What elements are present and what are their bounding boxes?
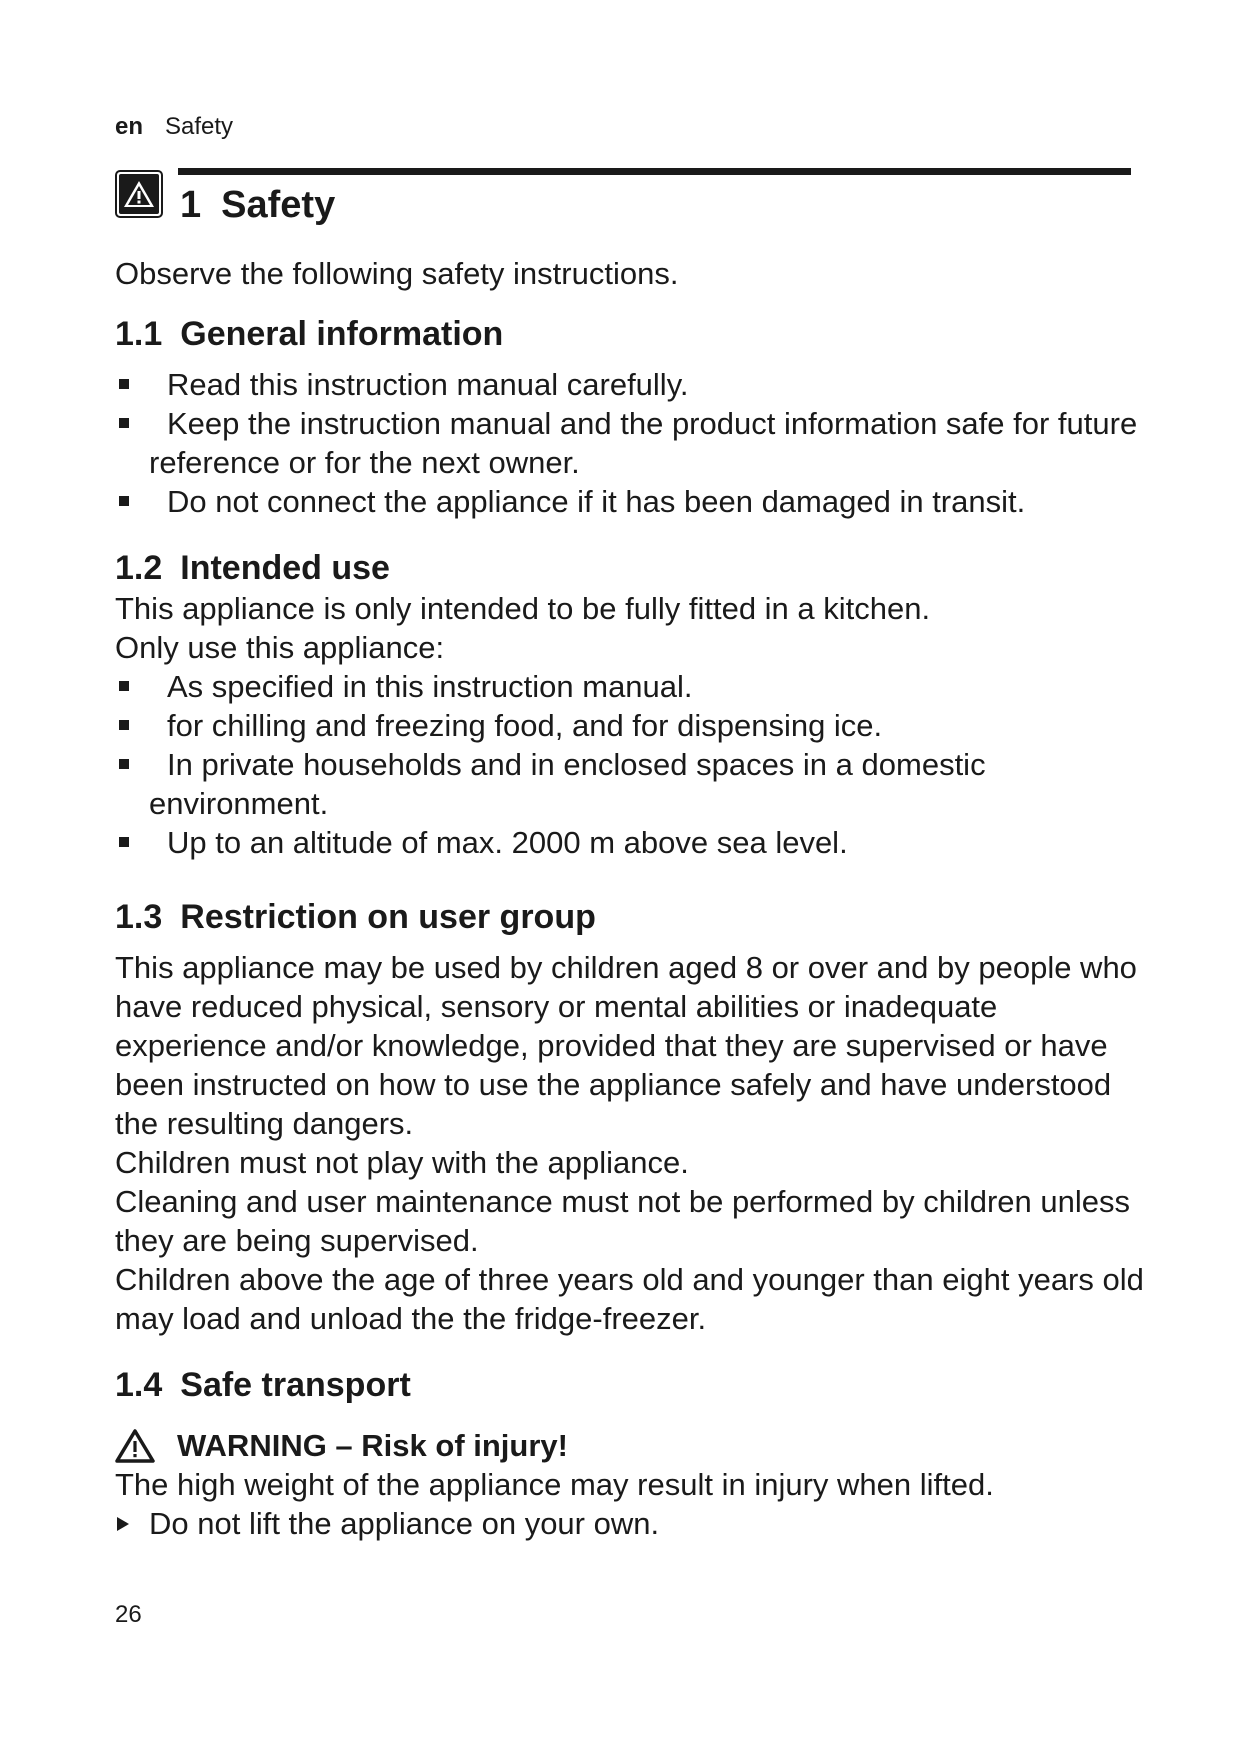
intended-list (115, 667, 1155, 862)
chapter-rule (178, 168, 1131, 175)
list-item: Keep the instruction manual and the product information safe for future reference or for the next owner. (115, 404, 1155, 482)
running-header-section: Safety (165, 113, 234, 140)
warning-triangle-icon (115, 170, 163, 218)
section-heading-intended (115, 547, 1155, 589)
list-item: Read this instruction manual carefully. (115, 365, 1155, 404)
running-header (115, 112, 233, 142)
section-number: 1.3 (115, 898, 163, 936)
section-number: 1.4 (115, 1366, 163, 1404)
chapter-title (180, 182, 335, 228)
paragraph: Children must not play with the appliance. (115, 1145, 689, 1180)
section-number: 1.1 (115, 315, 163, 353)
section-number: 1.2 (115, 549, 163, 587)
paragraph: The high weight of the appliance may result in injury when lifted. (115, 1467, 994, 1502)
list-item: As specified in this instruction manual. (115, 667, 1155, 706)
section-title: Restriction on user group (180, 898, 596, 936)
section-title: General information (180, 315, 504, 353)
action-step: Do not lift the appliance on your own. (115, 1504, 1155, 1543)
warning-text: WARNING – Risk of injury! (177, 1428, 568, 1463)
paragraph: Only use this appliance: (115, 630, 445, 665)
section-heading-restriction (115, 896, 1155, 938)
language-code: en (115, 113, 144, 140)
paragraph: Children above the age of three years old and younger than eight years old may load and unload the the fridge-freezer. (115, 1262, 1144, 1336)
warning-triangle-icon (115, 1429, 155, 1463)
section-heading-transport (115, 1364, 1155, 1406)
section-title: Safe transport (180, 1366, 411, 1404)
general-list (115, 365, 1155, 521)
paragraph: Cleaning and user maintenance must not be performed by children unless they are being supervised. (115, 1184, 1130, 1258)
list-item: In private households and in enclosed spaces in a domestic environment. (115, 745, 1155, 823)
page-content (115, 254, 1155, 1543)
list-item: Do not connect the appliance if it has been damaged in transit. (115, 482, 1155, 521)
list-item: Up to an altitude of max. 2000 m above sea level. (115, 823, 1155, 862)
section-heading-general (115, 313, 1155, 355)
paragraph: This appliance may be used by children aged 8 or over and by people who have reduced physical, sensory or mental abilities or inadequate experience and/or knowledge, provided that they are supervised or have been instructed on how to use the appliance safely and have understood the resulting dangers. (115, 950, 1137, 1141)
chapter-title-text: Safety (221, 184, 336, 226)
warning-heading (115, 1426, 1155, 1465)
list-item: for chilling and freezing food, and for dispensing ice. (115, 706, 1155, 745)
page-number: 26 (115, 1601, 142, 1628)
intro-text: Observe the following safety instructions. (115, 256, 679, 291)
chapter-number: 1 (180, 184, 202, 226)
paragraph: This appliance is only intended to be fully fitted in a kitchen. (115, 591, 931, 626)
section-title: Intended use (180, 549, 390, 587)
